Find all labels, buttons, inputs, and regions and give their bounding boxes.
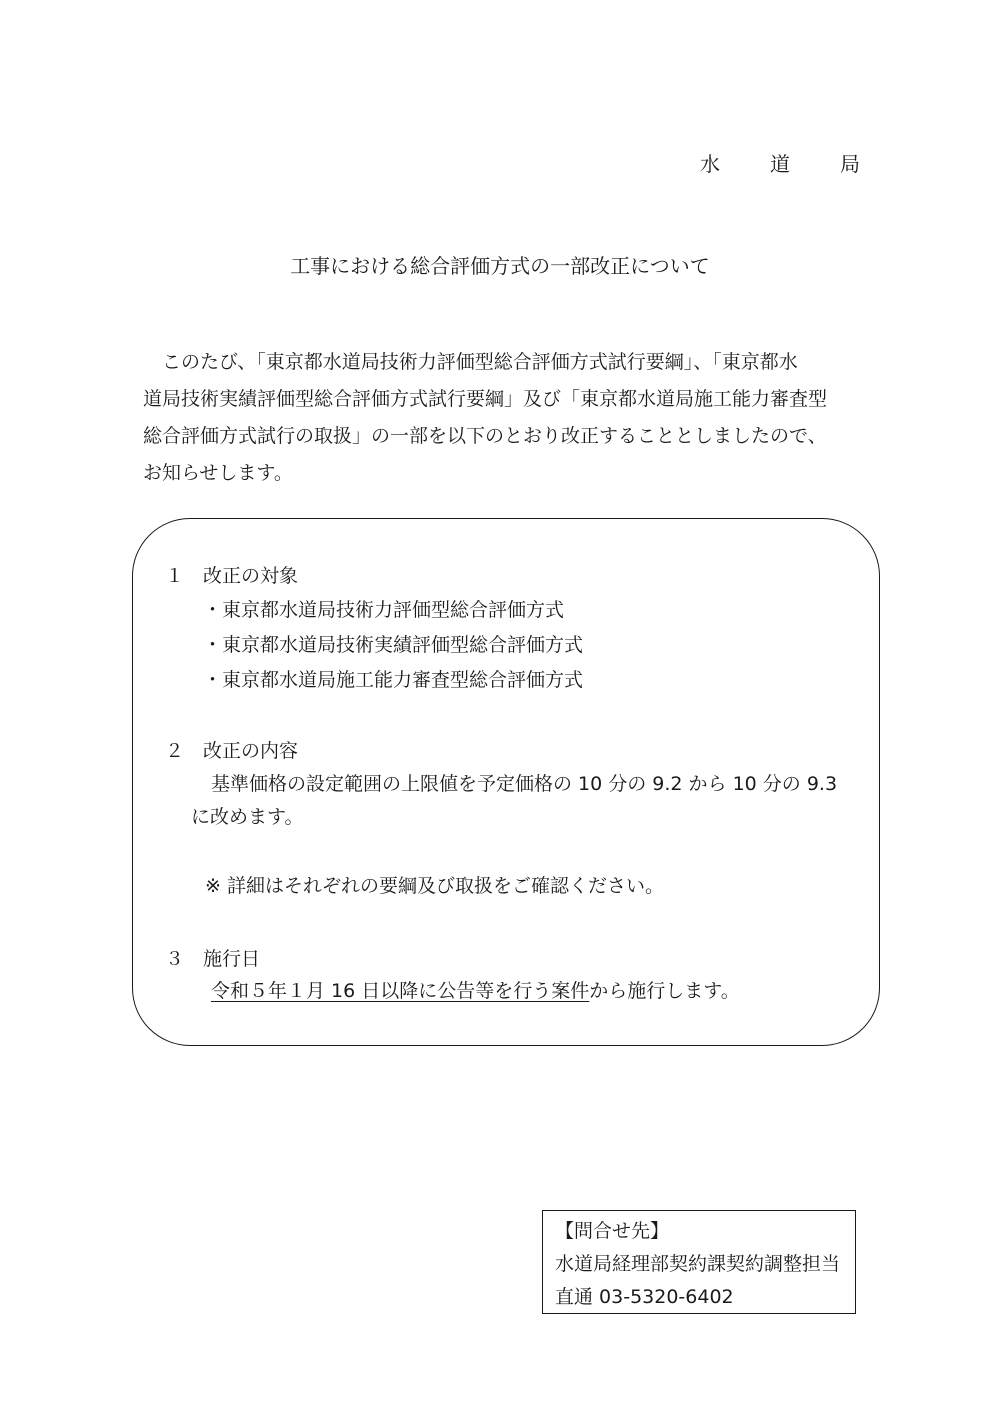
revision-details-box (132, 518, 880, 1046)
intro-line: このたび、「東京都水道局技術力評価型総合評価方式試行要綱」、「東京都水 (143, 351, 798, 373)
effective-date-text (211, 976, 740, 1003)
contact-label: 【問合せ先】 (555, 1220, 670, 1242)
section-2-heading: ２ 改正の内容 (165, 740, 299, 762)
section-2-body-line: 基準価格の設定範囲の上限値を予定価格の 10 分の 9.2 から 10 分の 9.3 (211, 773, 838, 795)
contact-box (542, 1210, 856, 1314)
contact-department: 水道局経理部契約課契約調整担当 (555, 1253, 841, 1275)
target-item: ・東京都水道局技術実績評価型総合評価方式 (203, 634, 584, 656)
target-item: ・東京都水道局技術力評価型総合評価方式 (203, 599, 565, 621)
contact-phone: 直通 03-5320-6402 (555, 1286, 734, 1308)
intro-paragraph (143, 344, 863, 492)
intro-line: 総合評価方式試行の取扱」の一部を以下のとおり改正することとしましたので、 (143, 425, 827, 447)
effective-date-underlined: 令和５年１月 16 日以降に公告等を行う案件 (211, 980, 590, 1002)
issuer-char: 道 (770, 152, 790, 176)
target-item: ・東京都水道局施工能力審査型総合評価方式 (203, 669, 584, 691)
issuer-char: 局 (840, 152, 860, 176)
section-3-heading: ３ 施行日 (165, 948, 261, 970)
section-1-heading: １ 改正の対象 (165, 565, 299, 587)
intro-line: お知らせします。 (143, 462, 293, 484)
issuer-char: 水 (700, 152, 720, 176)
section-2-body-line: に改めます。 (191, 806, 304, 828)
details-note: ※ 詳細はそれぞれの要綱及び取扱をご確認ください。 (205, 875, 664, 897)
document-title: 工事における総合評価方式の一部改正について (290, 254, 710, 278)
effective-date-rest: から施行します。 (589, 980, 740, 1002)
issuer-name (700, 148, 860, 177)
intro-line: 道局技術実績評価型総合評価方式試行要綱」及び「東京都水道局施工能力審査型 (143, 388, 828, 410)
